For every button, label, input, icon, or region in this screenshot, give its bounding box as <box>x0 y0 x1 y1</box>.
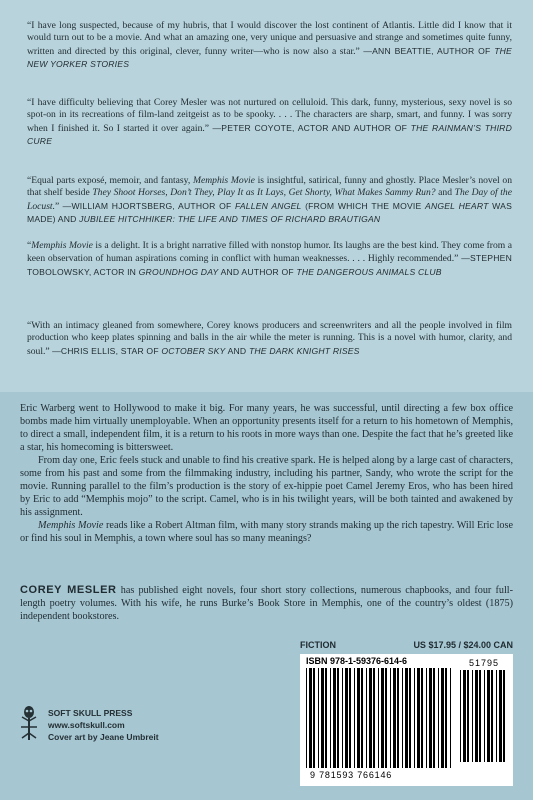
price-digits: 51795 <box>468 658 500 668</box>
publisher-name: SOFT SKULL PRESS <box>48 708 133 718</box>
isbn-label: ISBN 978-1-59376-614-6 <box>306 656 408 666</box>
quote-ann-beattie <box>27 20 512 72</box>
publisher-url[interactable]: www.softskull.com <box>48 720 125 730</box>
price-label: US $17.95 / $24.00 CAN <box>413 640 513 650</box>
quote-text: “I have long suspected, because of my hubris, that I would discover the lost continent of Atlantis. Little did I know that it would turn out to be a movie. And what an amazing one, very unique and persuasive and strange and sometimes quite funny, written and directed by this original, clever, funny writer—who is now also a star.” <box>27 20 512 57</box>
book-description <box>20 402 513 545</box>
isbn-barcode <box>304 668 454 772</box>
quote-text: “With an intimacy gleaned from somewhere, Corey knows producers and screenwriters and all the people involved in film production who keep plates spinning and balls in the air while the meter is running. This is a novel with humor, clarity, and soul.” <box>27 320 512 357</box>
cover-art-credit: Cover art by Jeane Umbreit <box>48 732 159 742</box>
description-paragraph: From day one, Eric feels stuck and unable to find his creative spark. He is helped along by a large cast of characters, some from his past and some from the filmmaking industry, including his partner, Sandy, who wrote the script for the movie. Running parallel to the film’s production is the story of ex-hippie poet Camel Jeremy Eros, who has been hired by Eric to add “Memphis mojo” to the script. Camel, who is in his twilight years, will be both tainted and awakened by his assignment. <box>20 455 513 518</box>
category-price-line <box>300 640 513 650</box>
barcode-block <box>300 640 513 790</box>
quote-attribution: —STEPHEN TOBOLOWSKY, ACTOR IN GROUNDHOG DAY AND AUTHOR OF THE DANGEROUS ANIMALS CLUB <box>27 253 512 277</box>
quote-william-hjortsberg: “Equal parts exposé, memoir, and fantasy, Memphis Movie is insightful, satirical, funny and ghostly. Place Mesler’s novel on that shelf beside They Shoot Horses, Don’t They, Play It as It Lays, Get Shorty, What Makes Sammy Run? and The Day of the Locust.” —WILLIAM HJORTSBERG, AUTHOR OF FALLEN ANGEL (FROM WHICH THE MOVIE ANGEL HEART WAS MADE) AND JUBILEE HITCHHIKER: THE LIFE AND TIMES OF RICHARD BRAUTIGAN <box>27 175 513 225</box>
quote-peter-coyote <box>27 97 512 149</box>
soft-skull-logo-icon <box>20 705 38 745</box>
quote-attribution: —ANN BEATTIE, AUTHOR OF THE NEW YORKER STORIES <box>27 45 512 70</box>
publisher-info <box>48 707 268 743</box>
quote-attribution: —PETER COYOTE, ACTOR AND AUTHOR OF THE RAINMAN’S THIRD CURE <box>27 122 512 147</box>
quote-chris-ellis <box>27 320 512 358</box>
description-paragraph: Memphis Movie reads like a Robert Altman film, with many story strands making up the rich tapestry. Will Eric lose or find his soul in Memphis, a town where soul has so many meanings? <box>20 520 513 544</box>
quote-stephen-tobolowsky: “Memphis Movie is a delight. It is a bright narrative filled with nonstop humor. Its laughs are the best kind. They come from a keen observation of human aspirations coming in conflict with human weaknesses. . . . Highly recommended.” —STEPHEN TOBOLOWSKY, ACTOR IN GROUNDHOG DAY AND AUTHOR OF THE DANGEROUS ANIMALS CLUB <box>27 240 513 277</box>
author-bio: COREY MESLER has published eight novels, four short story collections, numerous chapbooks, and four full-length poetry volumes. With his wife, he runs Burke’s Book Store in Memphis, one of the country’s oldest (1875) independent bookstores. <box>20 584 513 622</box>
description-paragraph: Eric Warberg went to Hollywood to make it big. For many years, he was successful, until directing a few box office bombs made him virtually unemployable. When an opportunity presents itself for a return to his hometown of Memphis, to direct a small, independent film, it is a return to his roots in more ways than one. Despite the fact that he’s greeted like a star, his homecoming is bittersweet. <box>20 403 513 453</box>
barcode-box <box>300 654 513 786</box>
quote-attribution: —WILLIAM HJORTSBERG, AUTHOR OF FALLEN ANGEL (FROM WHICH THE MOVIE ANGEL HEART WAS MADE) AND JUBILEE HITCHHIKER: THE LIFE AND TIMES OF RICHARD BRAUTIGAN <box>27 200 513 225</box>
isbn-digits: 9 781593 766146 <box>310 770 393 780</box>
author-name: COREY MESLER <box>20 584 117 596</box>
category-label: FICTION <box>300 640 336 650</box>
quote-attribution: —CHRIS ELLIS, STAR OF OCTOBER SKY AND THE DARK KNIGHT RISES <box>52 345 360 356</box>
quote-text: “I have difficulty believing that Corey Mesler was not nurtured on celluloid. This dark, funny, mysterious, sexy novel is so spot-on in its recreations of film-land zeitgeist as to be spooky. . . . The characters are sharp, smart, and funny. I was sorry when I finished it. So I started it over again.” <box>27 97 512 134</box>
price-barcode <box>458 670 510 766</box>
